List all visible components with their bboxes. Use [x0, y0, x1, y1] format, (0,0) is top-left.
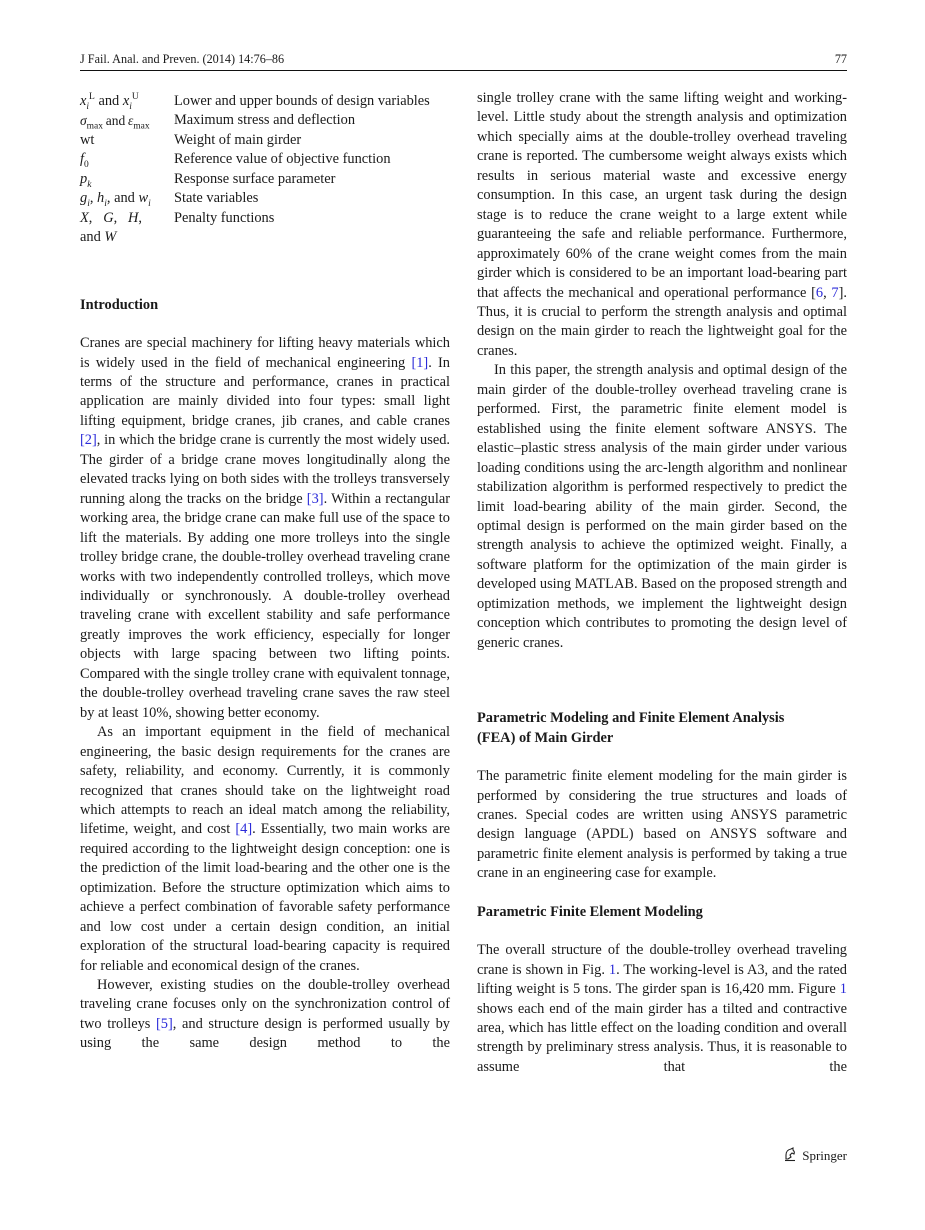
citation-link[interactable]: [5] [156, 1015, 173, 1032]
springer-horse-icon [782, 1146, 798, 1166]
paragraph: The parametric finite element modeling for the main girder is performed by considering the true structures and loads of cranes. Special codes are written using ANSYS parametric design language (APDL) based on ANSYS software and parametric finite element analysis is performed by taking a true crane in an engineering case for example. [477, 768, 847, 882]
nomenclature-description: Reference value of objective function [174, 151, 391, 168]
nomenclature-symbol: $x_i^L$ and $x_i^U$ [80, 92, 139, 112]
nomenclature-symbol: $p_k$ [80, 170, 92, 190]
citation-link[interactable]: 6 [815, 284, 824, 301]
nomenclature-symbol: wt [80, 131, 95, 148]
paragraph: In this paper, the strength analysis and optimal design of the main girder of the double-trolley overhead traveling crane is performed. First, the parametric finite element model is established using the finite element software ANSYS. The elastic–plastic stress analysis of the main girder under various loading conditions using the arc-length algorithm and nonlinear stabilization algorithm is performed respectively to predict the limit load-bearing ability of the main girder. Second, the optimal design is performed on the main girder based on the strength analysis to achieve the optimized weight. Finally, a software platform for the optimization of the main girder is developed using MATLAB. Based on the proposed strength and optimization methods, we implement the lightweight design conception which contributes to promoting the design level of generic cranes. [477, 362, 847, 651]
citation-link[interactable]: [3] [306, 490, 324, 507]
subsection-title: Parametric Finite Element Modeling [477, 903, 703, 920]
nomenclature-list [80, 92, 450, 248]
section-title-parametric-modeling: Parametric Modeling and Finite Element Analysis (FEA) of Main Girder [477, 710, 785, 746]
nomenclature-symbol: $f_0$ [80, 151, 89, 171]
publisher-name: Springer [802, 1148, 847, 1163]
page-number: 77 [834, 52, 847, 66]
nomenclature-description: Weight of main girder [174, 131, 302, 148]
paragraph: Cranes are special machinery for lifting heavy materials which is widely used in the field of mechanical engineering [1]. In terms of the structure and performance, cranes in practical application are mainly divided into four types: small light lifting equipment, bridge cranes, jib cranes, and cable cranes [2], in which the bridge crane is currently the most widely used. The girder of a bridge crane moves longitudinally along the elevated tracks lying on both sides with the trolleys transversely running along the tracks on the bridge [3]. Within a rectangular working area, the bridge crane can make full use of the space to lift the materials. By adding one more trolleys into the single trolley bridge crane, the double-trolley overhead traveling crane works with two independently controlled trolleys, which move individually or synchronously. A double-trolley overhead traveling crane with excellent stability and safe performance greatly improves the work efficiency, especially for longer objects with large spacing between two lifting points. Compared with the single trolley crane with equivalent tonnage, the double-trolley overhead traveling crane saves the raw steel by at least 10%, showing better economy. [80, 335, 450, 721]
running-header [80, 50, 847, 70]
nomenclature-description: Penalty functions [174, 209, 275, 226]
figure-link[interactable]: 1 [839, 981, 847, 998]
paragraph: However, existing studies on the double-trolley overhead traveling crane focuses only on the synchronization control of two trolleys [5], and structure design is performed usually by using the same design method to the [80, 977, 450, 1052]
nomenclature-symbol: $\sigma_{max}$ and $\varepsilon_{max}$ [80, 113, 150, 133]
nomenclature-description: Lower and upper bounds of design variables [174, 93, 430, 109]
paragraph: The overall structure of the double-trolley overhead traveling crane is shown in Fig. 1. The working-level is A3, and the rated lifting weight is 5 tons. The girder span is 16,420 mm. Figure 1 shows each end of the main girder has a tilted and contractive area, which has little effect on the loading condition and overall strength by preliminary stress analysis. Thus, it is reasonable to assume that the [477, 942, 847, 1075]
nomenclature-description: Maximum stress and deflection [174, 112, 356, 129]
nomenclature-description: Response surface parameter [174, 170, 336, 187]
citation-link[interactable]: [1] [411, 354, 429, 371]
right-column [477, 89, 847, 1077]
journal-citation: J Fail. Anal. and Preven. (2014) 14:76–86 [80, 52, 285, 66]
section-title-introduction: Introduction [80, 296, 159, 313]
citation-link[interactable]: 7 [831, 284, 839, 301]
figure-link[interactable]: 1 [608, 961, 617, 978]
paragraph: As an important equipment in the field of mechanical engineering, the basic design requirements for the cranes are safety, reliability, and economy. Currently, it is commonly recognized that cranes should take on the lightweight road which attempts to reach an ideal match among the reliability, lifetime, weight, and cost [4]. Essentially, two main works are required according to the lightweight design conception: one is the prediction of the limit load-bearing and the other one is the optimization. Before the structure optimization which aims to achieve a perfect combination of favorable safety performance and low cost under a certain design condition, an initial exploration of the structural load-bearing capacity is required for reliable and economical design of the cranes. [80, 724, 451, 974]
nomenclature-description: State variables [174, 190, 259, 207]
left-column [80, 92, 450, 1054]
publisher-footer [782, 1146, 847, 1166]
nomenclature-symbol: $g_i$, $h_i$, and $w_i$ [80, 190, 151, 210]
nomenclature-symbol: X, G, H, and W [80, 209, 142, 246]
citation-link[interactable]: [2] [80, 432, 97, 449]
paragraph: single trolley crane with the same lifting weight and working-level. Little study about the strength analysis and optimization which specially aims at the double-trolley overhead traveling crane is reported. The cumbersome weight always exists which results in serious material waste and excessive energy consumption. In this case, an urgent task during the design stage is to reduce the crane weight to a large extent while guaranteeing the safe and reliable performance. Furthermore, approximately 60% of the crane weight comes from the main girder which is considered to be an important load-bearing part that affects the mechanical and operational performance [6, 7]. Thus, it is crucial to perform the strength analysis and optimal design on the main girder to reach the lightweight goal for the cranes. [477, 90, 847, 359]
citation-link[interactable]: [4] [235, 821, 253, 838]
header-rule [80, 70, 847, 71]
